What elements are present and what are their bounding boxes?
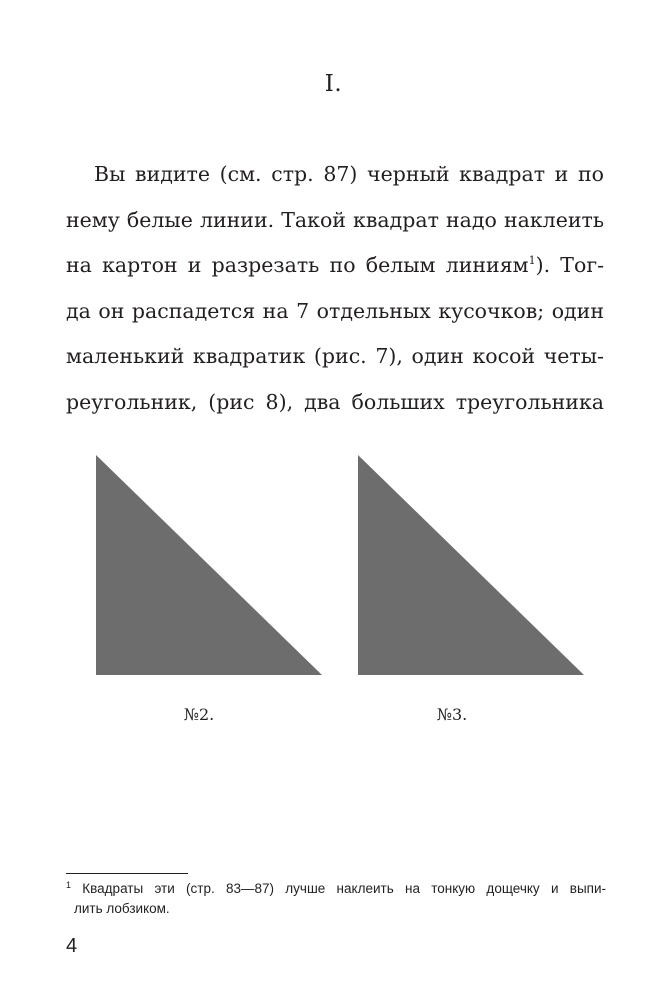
triangle-shape-3 bbox=[358, 455, 584, 675]
paragraph-line-2: нему белые линии. Такой квадрат надо наклеить bbox=[66, 207, 604, 232]
paragraph-line-3-text: на картон и разрезать по белым линиям bbox=[66, 253, 529, 277]
paragraph-line-6: реугольник, (рис 8), два больших треугольника bbox=[66, 389, 604, 414]
triangle-shape-2 bbox=[96, 455, 322, 675]
footnote-line-1 bbox=[66, 879, 606, 899]
footnote-marker: 1 bbox=[66, 880, 72, 890]
triangle-figure-2 bbox=[96, 455, 322, 675]
footnote bbox=[66, 879, 606, 919]
page-number: 4 bbox=[66, 935, 78, 957]
paragraph-line-5: маленький квадратик (рис. 7), один косой четы- bbox=[66, 344, 604, 368]
footnote-line-1-text: Квадраты эти (стр. 83—87) лучше наклеить на тонкую дощечку и выпи- bbox=[71, 881, 606, 896]
paragraph-line-1: Вы видите (см. стр. 87) черный квадрат и по bbox=[94, 162, 604, 186]
figure-caption-2: №2. bbox=[183, 705, 215, 724]
body-paragraph bbox=[66, 152, 604, 425]
section-heading: I. bbox=[324, 71, 343, 97]
footnote-reference: 1 bbox=[528, 254, 536, 267]
paragraph-line-3 bbox=[66, 243, 604, 289]
paragraph-line-4: да он распадется на 7 отдельных кусочков; один bbox=[66, 298, 604, 323]
footnote-divider bbox=[66, 873, 188, 874]
footnote-line-2: лить лобзиком. bbox=[74, 901, 170, 916]
figure-caption-3: №3. bbox=[436, 705, 468, 724]
triangle-figure-3 bbox=[358, 455, 584, 675]
paragraph-line-3-tail: ). Тог- bbox=[535, 253, 604, 277]
